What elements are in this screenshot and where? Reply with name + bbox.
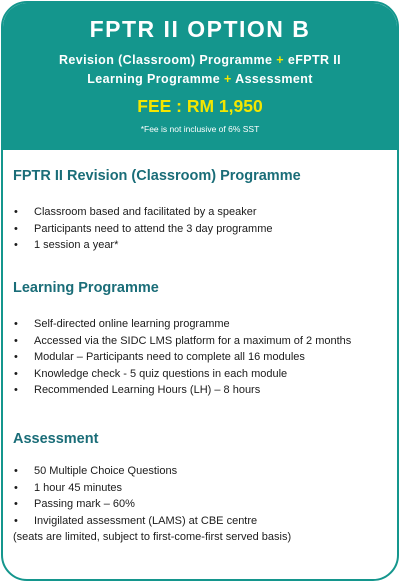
list-item: • Invigilated assessment (LAMS) at CBE centre [13, 513, 391, 530]
plus-symbol: + [224, 72, 232, 86]
section-learning-programme [13, 279, 391, 399]
list-item: • Self-directed online learning programme [13, 316, 391, 333]
list-item: • Recommended Learning Hours (LH) – 8 hours [13, 382, 391, 399]
list-item: • Modular – Participants need to complete all 16 modules [13, 349, 391, 366]
subtitle-learning-programme: Learning Programme [87, 72, 221, 86]
bullet-icon: • [14, 351, 18, 363]
card-title: FPTR II OPTION B [89, 16, 311, 42]
bullet-list [13, 316, 391, 399]
bullet-icon: • [14, 367, 18, 380]
bullet-list [13, 204, 391, 254]
list-item: • Knowledge check - 5 quiz questions in each module [13, 366, 391, 383]
bullet-icon: • [14, 318, 18, 330]
plus-symbol: + [276, 53, 284, 67]
section-assessment [13, 430, 391, 546]
bullet-icon: • [14, 222, 18, 235]
bullet-list [13, 463, 391, 529]
bullet-icon: • [14, 481, 18, 494]
bullet-icon: • [14, 465, 18, 477]
section-title: Learning Programme [13, 280, 159, 296]
list-item: • 1 hour 45 minutes [13, 480, 391, 497]
list-item: • Passing mark – 60% [13, 496, 391, 513]
section-revision-programme [13, 167, 391, 254]
seats-note: (seats are limited, subject to first-come-first served basis) [13, 531, 292, 543]
subtitle-efptr: eFPTR II [287, 53, 342, 67]
bullet-icon: • [14, 334, 18, 347]
bullet-icon: • [14, 498, 18, 510]
subtitle-assessment: Assessment [235, 72, 313, 86]
section-title: Assessment [13, 431, 99, 447]
bullet-icon: • [14, 384, 18, 396]
card-header [3, 3, 397, 150]
list-item: • Participants need to attend the 3 day programme [13, 221, 391, 238]
subtitle-revision-programme: Revision (Classroom) Programme [58, 53, 273, 67]
list-item: • 1 session a year* [13, 237, 391, 254]
fee-amount: FEE : RM 1,950 [137, 96, 263, 116]
list-item: • 50 Multiple Choice Questions [13, 463, 391, 480]
bullet-icon: • [14, 239, 18, 251]
list-item: • Classroom based and facilitated by a speaker [13, 204, 391, 221]
card-subtitle [3, 51, 397, 89]
section-title: FPTR II Revision (Classroom) Programme [13, 168, 301, 184]
bullet-icon: • [14, 514, 18, 527]
option-card [1, 1, 399, 581]
bullet-icon: • [14, 206, 18, 218]
list-item: • Accessed via the SIDC LMS platform for a maximum of 2 months [13, 333, 391, 350]
fee-note: *Fee is not inclusive of 6% SST [140, 124, 260, 134]
